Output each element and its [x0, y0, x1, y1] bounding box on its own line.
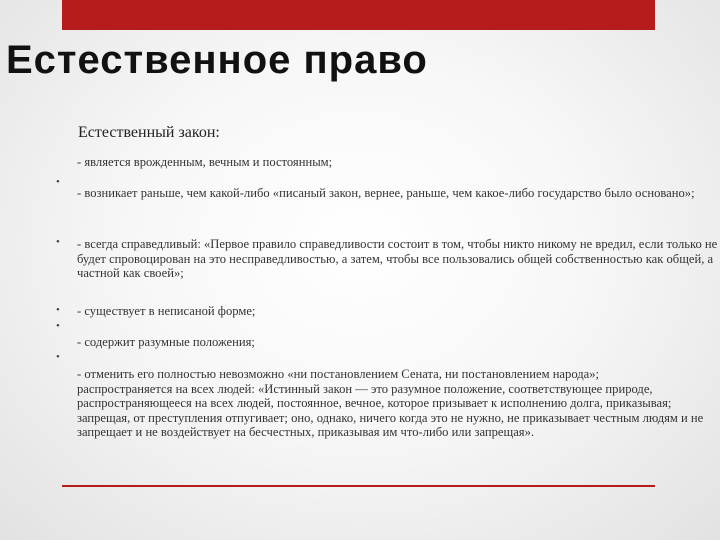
bullet-marker: •	[56, 304, 60, 316]
bullet-marker: •	[56, 176, 60, 188]
bullet-marker: •	[56, 320, 60, 332]
top-accent-bar	[62, 0, 655, 30]
bottom-accent-rule	[62, 485, 655, 487]
paragraph-cannot-be-abolished: - отменить его полностью невозможно «ни постановлением Сената, ни постановлением народа»; распространяется на всех людей: «Истинный закон — это разумное положение, соответствующее природе, распространяющееся на всех людей, постоянное, вечное, которое призывает к исполнению долга, приказывая; запрещая, от преступления отпугивает; оно, однако, ничего когда это не нужно, не приказывает честным людям и не запрещает и не воздействует на бесчестных, приказывая им что-либо или запрещая».	[77, 367, 704, 439]
paragraph-always-just: - всегда справедливый: «Первое правило справедливости состоит в том, чтобы никто никому не вредил, если только не будет спровоцирован на это несправедливостью, а затем, чтобы все пользовались общей собственностью как общей, а частной как своей»;	[77, 237, 718, 280]
section-subheading: Естественный закон:	[78, 124, 220, 141]
paragraph-innate: - является врожденным, вечным и постоянным;	[77, 155, 333, 169]
paragraph-unwritten: - существует в неписаной форме;	[77, 304, 256, 318]
paragraph-reasonable: - содержит разумные положения;	[77, 335, 255, 349]
bullet-marker: •	[56, 236, 60, 248]
bullet-marker: •	[56, 351, 60, 363]
slide-title: Естественное право	[6, 38, 428, 82]
paragraph-precedes-state: - возникает раньше, чем какой-либо «писаный закон, вернее, раньше, чем какое-либо государство было основано»;	[77, 186, 695, 200]
